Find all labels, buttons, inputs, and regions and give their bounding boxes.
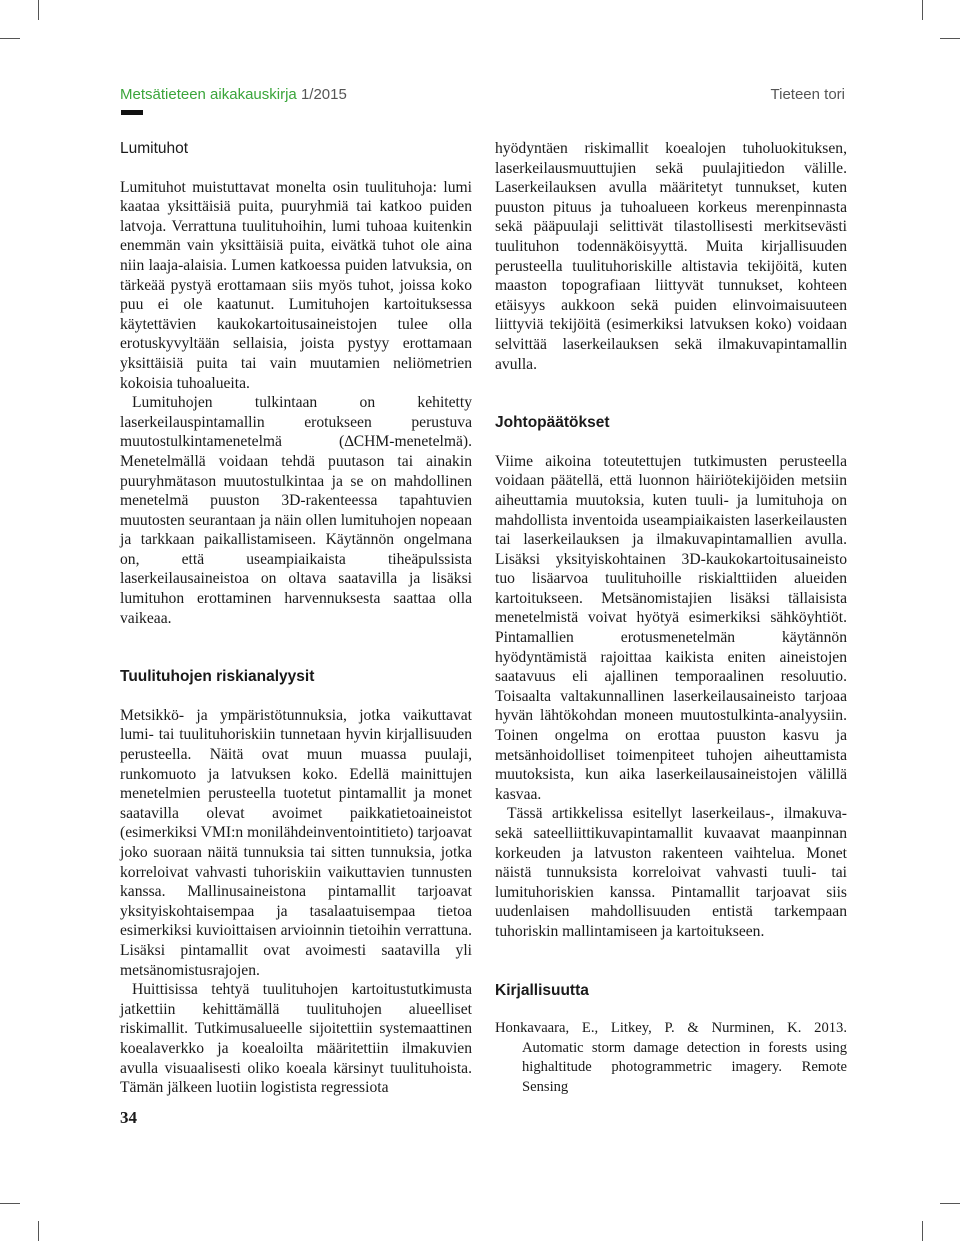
crop-mark (940, 1203, 960, 1204)
left-column (120, 139, 472, 1098)
journal-name: Metsätieteen aikakauskirja (120, 86, 297, 103)
crop-mark (0, 38, 20, 39)
subheading-lumituhot: Lumituhot (120, 140, 189, 157)
heading-kirjallisuutta: Kirjallisuutta (495, 981, 589, 999)
section-title: Tieteen tori (770, 86, 845, 103)
paragraph: Huittisissa tehtyä tuulituhojen kartoitustutkimusta jatkettiin kehittämällä tuulituhojen alueelliset riskimallit. Tutkimusalueelle sijoitettiin systemaattinen koealaverkko ja koealoilta määritettiin ilmakuvien avulla visuaalisesti oliko koeala kärsinyt tuulituhoista. Tämän jälkeen luotiin logistista regressiota (120, 981, 472, 1097)
reference-entry: Honkavaara, E., Litkey, P. & Nurminen, K. 2013. Automatic storm damage detection in forests using highaltitude photogrammetric imagery. Remote Sensing (495, 1020, 847, 1095)
crop-mark (38, 1221, 39, 1241)
paragraph: Tässä artikkelissa esitellyt laserkeilaus-, ilmakuva- sekä sateelliittikuvapintamallit kuvaavat maanpinnan korkeuden ja latvuston rakenteen vaihtelua. Monet näistä tunnuksista korreloivat vahvasti tuuli- tai lumituhoriskien kanssa. Pintamallit tarjoavat siis uudenlaisen mahdollisuuden entistä tarkempaan tuhoriskin mallintamiseen ja kartoitukseen. (495, 805, 847, 940)
page-number: 34 (120, 1108, 137, 1127)
crop-mark (940, 38, 960, 39)
crop-mark (0, 1203, 20, 1204)
right-column (495, 139, 847, 1098)
journal-title (120, 86, 347, 103)
paragraph: Viime aikoina toteutettujen tutkimusten perusteella voidaan päätellä, että luonnon häiriötekijöiden metsiin aiheuttamia muutoksia, kuten tuuli- ja lumituhoja on mahdollista inventoida useampiaikaisten laserkeilausten tai laserkeilauksen ja ilmakuvapintamallien avulla. Lisäksi yksityiskohtainen 3D-kaukokartoitusaineisto tuo lisäarvoa tuulituhoille riskialttiiden alueiden kartoitukseen. Metsänomistajien lisäksi tällaisista menetelmistä voivat hyötyä esimerkiksi sähköyhtiöt. Pintamallien erotusmenetelmän käytännön hyödyntämistä rajoittaa kaikista eniten aineistojen saatavuus eli ajallinen temporaalinen resoluutio. Toisaalta valtakunnallinen laserkeilausaineisto tarjoaa hyvän lähtökohdan moneen muutostulkinta-analyysiin. Toinen ongelma on erottaa puuston kasvu ja metsänhoidolliset toimenpiteet tuhojen aiheuttamista muutoksista, kun aika laserkeilausaineistojen välillä kasvaa. (495, 452, 847, 803)
paragraph: hyödyntäen riskimallit koealojen tuholuokituksen, laserkeilausmuuttujien sekä puulajitiedon välille. Laserkeilauksen avulla määritetyt tunnukset, kuten puuston pituus ja tuhoalueen korkeus merenpinnasta sekä pääpuulaji selittivät tilastollisesti merkitsevästi tuulituhon todennäköisyyttä. Muita kirjallisuuden perusteella tuulituhoriskille altistavia tekijöitä, kuten maaston topografiaan liittyvät tunnukset, kohteen etäisyys aukkoon sekä puiden elinvoimaisuuteen liittyviä tekijöitä (esimerkiksi latvuksen koko) voidaan selvittää laserkeilauksen sekä ilmakuvapintamallin avulla. (495, 140, 847, 373)
running-header (120, 86, 845, 108)
crop-mark (922, 0, 923, 20)
crop-mark (922, 1221, 923, 1241)
heading-tuulituhojen-riskianalyysit: Tuulituhojen riskianalyysit (120, 668, 315, 686)
paragraph: Metsikkö- ja ympäristötunnuksia, jotka vaikuttavat lumi- tai tuulituhoriskiin tunnetaan hyvin kirjallisuuden perusteella. Näitä ovat muun muassa puulaji, runkomuoto ja latvuksen koko. Edellä mainittujen menetelmien perusteella tuotetut pintamallit ja monet saatavilla olevat avoimet paikkatietoaineistot (esimerkiksi VMI:n monilähdeinventointitieto) tarjoavat joko suoraan näitä tunnuksia tai sitten tunnuksia, jotka korreloivat vahvasti tuhoriskiin vaikuttavien tunnusten kanssa. Mallinusaineistona pintamallit tarjoavat yksityiskohtaisempaa ja tasalaatuisempaa tietoa esimerkiksi kuvioittaisen arvioinnin tietoihin verrattuna. Lisäksi pintamallit ovat avoimesti saatavilla yli metsänomistusrajojen. (120, 706, 472, 979)
paragraph: Lumituhot muistuttavat monelta osin tuulituhoja: lumi kaataa yksittäisiä puita, puuryhmiä tai katkoo puiden latvoja. Verrattuna tuulituhoihin, lumi tuhoaa kuitenkin enemmän vain yksittäisiä puita, eivätkä tuhot ole aina niin laaja-alaisia. Lumen katkoessa puiden latvuksia, on tärkeää pystyä erottamaan siis myös tuhot, joissa koko puu ei ole kaatunut. Lumituhojen kartoituksessa käytettävien kaukokartoitusaineistojen tulee olla erotuskyvyltään sellaisia, joista pystyy erottamaan yksittäisiä puita tai vain muutamien neliömetrien kokoisia tuhoalueita. (120, 178, 472, 392)
header-rule (121, 110, 143, 115)
heading-johtopaatokset: Johtopäätökset (495, 414, 610, 432)
crop-mark (38, 0, 39, 20)
paragraph: Lumituhojen tulkintaan on kehitetty laserkeilauspintamallin erotukseen perustuva muutostulkintamenetelmä (∆CHM-menetelmä). Menetelmällä voidaan tehdä puutason tai ainakin puuryhmätason muutostulkintaa ja se on mahdollinen menetelmä puuston 3D-rakenteessa tapahtuvien muutosten seurantaan ja näin ollen lumituhojen nopeaan ja tarkkaan paikallistamiseen. Käytännön ongelmana on, että useampiaikaista tiheäpulssista laserkeilausaineistoa on oltava saatavilla ja lisäksi lumituhon erottaminen harvennuksesta saattaa olla vaikeaa. (120, 394, 472, 627)
journal-issue: 1/2015 (300, 86, 347, 103)
